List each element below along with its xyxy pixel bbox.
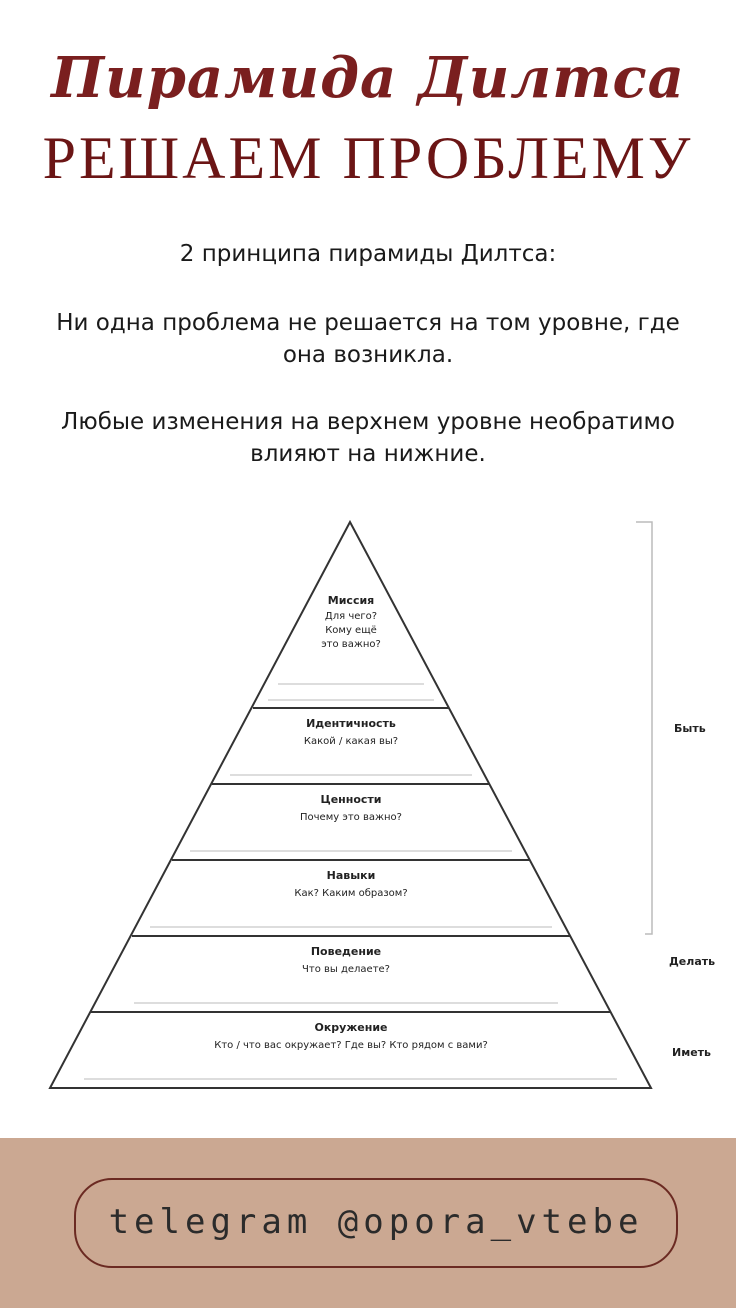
level-values	[190, 793, 512, 825]
label-do: Делать	[669, 955, 716, 968]
level-title: Навыки	[326, 869, 376, 882]
level-question: это важно?	[321, 639, 381, 650]
level-question: Какой / какая вы?	[303, 736, 399, 747]
level-question: Для чего?	[324, 611, 378, 622]
level-title: Миссия	[327, 594, 375, 607]
level-title: Идентичность	[306, 717, 396, 730]
label-be: Быть	[674, 722, 706, 735]
principle-1: Ни одна проблема не решается на том уровне, где она возникла.	[56, 310, 680, 368]
label-have: Иметь	[672, 1046, 711, 1059]
level-question: Кто / что вас окружает? Где вы? Кто рядом с вами?	[214, 1040, 488, 1051]
level-question: Почему это важно?	[300, 812, 402, 823]
level-behavior	[134, 945, 558, 977]
level-title: Окружение	[314, 1021, 388, 1034]
level-skills	[150, 869, 552, 901]
level-mission	[290, 594, 412, 652]
level-title: Поведение	[310, 945, 382, 958]
caps-title: РЕШАЕМ ПРОБЛЕМУ	[42, 125, 694, 191]
be-bracket	[636, 522, 652, 934]
script-title: Пирамида Дилтса	[51, 45, 685, 111]
principle-2: Любые изменения на верхнем уровне необратимо влияют на нижние.	[61, 409, 675, 467]
level-title: Ценности	[320, 793, 382, 806]
level-identity	[230, 717, 472, 749]
telegram-handle[interactable]: telegram @opora_vtebe	[108, 1202, 644, 1242]
level-question: Как? Каким образом?	[294, 888, 408, 899]
principles-heading: 2 принципа пирамиды Дилтса:	[179, 241, 557, 267]
level-question: Что вы делаете?	[302, 964, 390, 975]
level-question: Кому ещё	[325, 625, 377, 636]
level-environment	[100, 1021, 602, 1053]
